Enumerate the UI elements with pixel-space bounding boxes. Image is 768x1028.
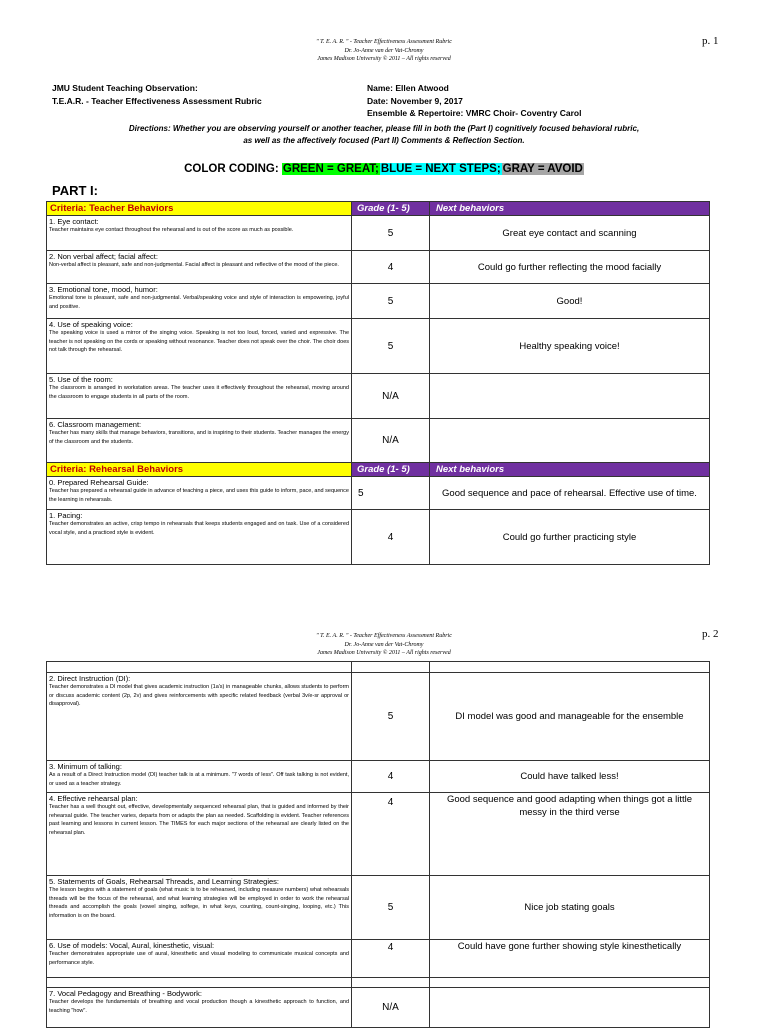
observation-title: JMU Student Teaching Observation: <box>52 83 198 93</box>
section-grade-label: Grade (1- 5) <box>352 202 430 216</box>
section-next-label: Next behaviors <box>430 202 710 216</box>
part-label: PART I: <box>52 183 98 198</box>
criterion-description: Teacher demonstrates a DI model that gives academic instruction (1a's) in manageable chunks, allows students to perform or discuss academic content (2p, 2v) and gives reinforcements with specific related feedback (verbal 3v/e-sr approval or disapproval). <box>49 684 349 707</box>
directions-line-2: as well as the affectively focused (Part II) Comments & Reflection Section. <box>243 136 525 145</box>
next-behavior-cell[interactable]: Healthy speaking voice! <box>430 319 710 374</box>
criterion-description: Teacher demonstrates an active, crisp tempo in rehearsals that keeps students engaged and on task. Use of a considered vocal style, and a practiced style is evident. <box>49 521 349 536</box>
empty-cell <box>352 978 430 988</box>
directions-line-1: Directions: Whether you are observing yourself or another teacher, please fill in both the (Part I) cognitively focused behavioral rubric, <box>128 124 640 133</box>
date-field: Date: November 9, 2017 <box>367 95 463 106</box>
criterion <box>47 284 352 319</box>
section-next-label: Next behaviors <box>430 463 710 477</box>
header-copyright: James Madison University © 2011 – All rights reserved <box>317 56 451 62</box>
criterion-title: 1. Pacing: <box>49 511 83 520</box>
next-behavior-cell[interactable]: DI model was good and manageable for the ensemble <box>430 673 710 761</box>
table-row <box>47 510 710 565</box>
color-coding-legend <box>0 163 768 175</box>
criterion-description: The classroom is arranged in workstation areas. The teacher uses it effectively throughout the rehearsal, moving around the classroom to engage students in all parts of the room. <box>49 385 349 400</box>
table-row <box>47 662 710 673</box>
criterion-title: 4. Effective rehearsal plan: <box>49 794 138 803</box>
grade-cell[interactable]: 4 <box>352 940 430 978</box>
criterion-description: Teacher demonstrates appropriate use of aural, kinesthetic and visual modeling to communicate musical concepts and performance style. <box>49 951 349 966</box>
grade-cell[interactable]: 4 <box>352 510 430 565</box>
grade-cell[interactable]: 5 <box>352 876 430 940</box>
criterion-title: 5. Statements of Goals, Rehearsal Threads, and Learning Strategies: <box>49 877 279 886</box>
criterion-description: Emotional tone is pleasant, safe and non-judgmental. Verbal/speaking voice and style of interaction is empowering, joyful and positive. <box>49 295 349 310</box>
next-behavior-cell[interactable]: Good sequence and pace of rehearsal. Effective use of time. <box>430 477 710 510</box>
header-copyright: James Madison University © 2011 – All rights reserved <box>317 650 451 656</box>
next-behavior-cell[interactable] <box>430 988 710 1028</box>
criterion <box>47 673 352 761</box>
next-behavior-cell[interactable]: Could go further practicing style <box>430 510 710 565</box>
grade-cell[interactable]: 5 <box>352 673 430 761</box>
page-number: p. 1 <box>702 35 719 47</box>
criterion-title: 1. Eye contact: <box>49 217 99 226</box>
empty-cell <box>47 662 352 673</box>
table-row <box>47 761 710 793</box>
legend-green: GREEN = GREAT; <box>282 163 379 175</box>
section-criteria-label: Criteria: Rehearsal Behaviors <box>47 463 352 477</box>
name-field: Name: Ellen Atwood <box>367 83 449 93</box>
page2-header <box>0 632 768 658</box>
page1-header <box>0 38 768 64</box>
table-row <box>47 216 710 251</box>
table-row <box>47 940 710 978</box>
grade-cell[interactable]: 4 <box>352 793 430 876</box>
table-row <box>47 978 710 988</box>
criterion-title: 3. Emotional tone, mood, humor: <box>49 285 158 294</box>
next-behavior-cell[interactable]: Could have gone further showing style kinesthetically <box>430 940 710 978</box>
criterion-title: 2. Non verbal affect; facial affect: <box>49 252 158 261</box>
empty-cell <box>430 662 710 673</box>
criterion <box>47 510 352 565</box>
page-number: p. 2 <box>702 628 719 640</box>
empty-cell <box>430 978 710 988</box>
criterion-description: Teacher has prepared a rehearsal guide in advance of teaching a piece, and uses this guide to inform, pace, and sequence the learning in rehearsals. <box>49 488 349 503</box>
criterion <box>47 793 352 876</box>
criterion-description: As a result of a Direct Instruction model (DI) teacher talk is at a minimum. "7 words of less". Off task talking is not evident, or used as a teacher strategy. <box>49 772 349 787</box>
criterion-description: The lesson begins with a statement of goals (what music is to be rehearsed, including measure numbers) what rehearsals threads will be the focus of the rehearsal, and what learning strategies will be employed in order to work the rehearsal threads and accomplish the goals (vowel singing, solfege, in what keys, counting, count-singing, looping, etc.) This information is on the board. <box>49 887 349 919</box>
criterion-description: The speaking voice is used a mirror of the singing voice. Speaking is not too loud, forced, varied and expressive. The teacher is not speaking on the cords or speaking without resonance. Teacher does not speak over the choir. The choir does not talk through the rehearsal. <box>49 330 349 353</box>
header-author: Dr. Jo-Anne van der Vat-Chromy <box>344 47 424 54</box>
table-row <box>47 876 710 940</box>
legend-gray: GRAY = AVOID <box>502 163 583 175</box>
grade-cell[interactable]: N/A <box>352 988 430 1028</box>
next-behavior-cell[interactable]: Good sequence and good adapting when things got a little messy in the third verse <box>430 793 710 876</box>
table-row <box>47 319 710 374</box>
criterion-title: 3. Minimum of talking: <box>49 762 122 771</box>
criterion-title: 7. Vocal Pedagogy and Breathing - Bodywork: <box>49 989 203 998</box>
criterion-description: Teacher has a well thought out, effective, developmentally sequenced rehearsal plan, that is guided and informed by their rehearsal guide. The teacher varies, departs from or adapts the plan as needed. Scaffolding is evident. Teacher references past learning and lessons in current lesson. The TIMES for each major sections of the rehearsal are clearly listed on the rehearsal plan. <box>49 804 349 836</box>
empty-cell <box>47 978 352 988</box>
next-behavior-cell[interactable] <box>430 374 710 419</box>
criterion-title: 6. Use of models: Vocal, Aural, kinesthetic, visual: <box>49 941 215 950</box>
table-row <box>47 988 710 1028</box>
section-header-rehearsal-behaviors <box>47 463 710 477</box>
criterion-title: 5. Use of the room: <box>49 375 113 384</box>
criterion <box>47 761 352 793</box>
criterion <box>47 419 352 463</box>
ensemble-field: Ensemble & Repertoire: VMRC Choir- Coventry Carol <box>367 108 582 118</box>
section-criteria-label: Criteria: Teacher Behaviors <box>47 202 352 216</box>
rubric-table-page1 <box>46 201 710 565</box>
observation-heading <box>52 82 262 107</box>
next-behavior-cell[interactable]: Could have talked less! <box>430 761 710 793</box>
criterion-title: 6. Classroom management: <box>49 420 142 429</box>
criterion <box>47 251 352 284</box>
criterion-description: Teacher has many skills that manage behaviors, transitions, and is inspiring to their students. Teacher manages the energy of the classroom and the students. <box>49 430 349 445</box>
section-header-teacher-behaviors <box>47 202 710 216</box>
criterion-description: Non-verbal affect is pleasant, safe and non-judgmental. Facial affect is pleasant and reflective of the mood of the piece. <box>49 262 339 268</box>
grade-cell[interactable]: N/A <box>352 419 430 463</box>
criterion <box>47 374 352 419</box>
grade-cell[interactable]: 5 <box>352 477 430 510</box>
table-row <box>47 419 710 463</box>
header-title: " T. E. A. R. " - Teacher Effectiveness Assessment Rubric <box>316 39 452 45</box>
grade-cell[interactable]: 4 <box>352 251 430 284</box>
grade-cell[interactable]: 4 <box>352 761 430 793</box>
grade-cell[interactable]: 5 <box>352 319 430 374</box>
grade-cell[interactable]: N/A <box>352 374 430 419</box>
header-author: Dr. Jo-Anne van der Vat-Chromy <box>344 641 424 648</box>
next-behavior-cell[interactable]: Good! <box>430 284 710 319</box>
table-row <box>47 251 710 284</box>
observation-details <box>367 82 581 120</box>
empty-cell <box>352 662 430 673</box>
criterion <box>47 216 352 251</box>
table-row <box>47 673 710 761</box>
criterion <box>47 988 352 1028</box>
criterion <box>47 477 352 510</box>
color-coding-label: COLOR CODING: <box>184 163 279 175</box>
next-behavior-cell[interactable] <box>430 419 710 463</box>
table-row <box>47 284 710 319</box>
header-title: " T. E. A. R. " - Teacher Effectiveness Assessment Rubric <box>316 633 452 639</box>
grade-cell[interactable]: 5 <box>352 284 430 319</box>
criterion-title: 0. Prepared Rehearsal Guide: <box>49 478 149 487</box>
rubric-title: T.E.A.R. - Teacher Effectiveness Assessment Rubric <box>52 95 262 106</box>
section-grade-label: Grade (1- 5) <box>352 463 430 477</box>
criterion-description: Teacher develops the fundamentals of breathing and vocal production though a kinesthetic approach to function, and teaching "how". <box>49 999 349 1014</box>
directions <box>60 123 708 147</box>
criterion <box>47 319 352 374</box>
next-behavior-cell[interactable]: Could go further reflecting the mood facially <box>430 251 710 284</box>
table-row <box>47 793 710 876</box>
rubric-table-page2 <box>46 661 710 1028</box>
criterion-title: 2. Direct Instruction (DI): <box>49 674 131 683</box>
next-behavior-cell[interactable]: Nice job stating goals <box>430 876 710 940</box>
criterion-description: Teacher maintains eye contact throughout the rehearsal and is out of the score as much as possible. <box>49 227 294 233</box>
grade-cell[interactable]: 5 <box>352 216 430 251</box>
next-behavior-cell[interactable]: Great eye contact and scanning <box>430 216 710 251</box>
table-row <box>47 374 710 419</box>
criterion-title: 4. Use of speaking voice: <box>49 320 133 329</box>
legend-blue: BLUE = NEXT STEPS; <box>380 163 501 175</box>
criterion <box>47 876 352 940</box>
table-row <box>47 477 710 510</box>
criterion <box>47 940 352 978</box>
